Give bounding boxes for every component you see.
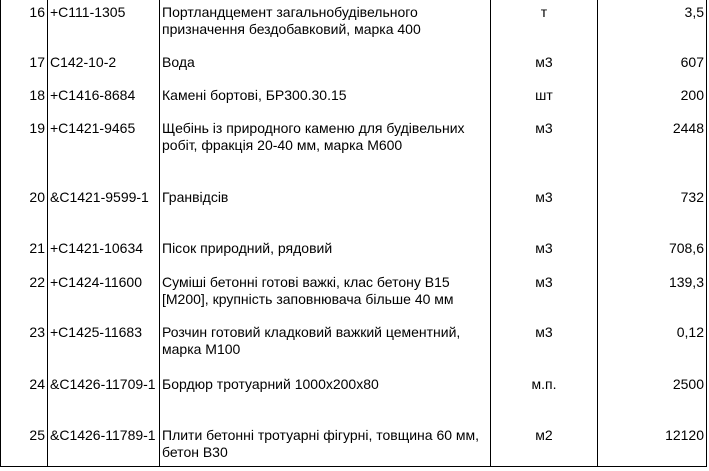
quantity: 200 — [598, 81, 707, 114]
table-row — [1, 114, 707, 183]
row-number: 22 — [1, 268, 48, 318]
unit-of-measure: м.п. — [491, 370, 598, 421]
resource-name: Щебінь із природного каменю для будівельних робіт, фракція 20-40 мм, марка М600 — [160, 114, 491, 183]
unit-of-measure: шт — [491, 81, 598, 114]
row-number: 20 — [1, 183, 48, 234]
resource-name: Пісок природний, рядовий — [160, 234, 491, 268]
resource-name: Портландцемент загальнобудівельного призначення бездобавковий, марка 400 — [160, 0, 491, 48]
resource-name: Суміші бетонні готові важкі, клас бетону В15 [М200], крупність заповнювача більше 40 мм — [160, 268, 491, 318]
resource-code: +С1416-8684 — [48, 81, 160, 114]
row-number: 23 — [1, 318, 48, 370]
resource-name: Вода — [160, 48, 491, 81]
resource-code: +С111-1305 — [48, 0, 160, 48]
unit-of-measure: м3 — [491, 234, 598, 268]
resource-name: Бордюр тротуарний 1000х200х80 — [160, 370, 491, 421]
resource-code: &С1421-9599-1 — [48, 183, 160, 234]
table-row — [1, 81, 707, 114]
row-number: 25 — [1, 421, 48, 466]
table-row — [1, 318, 707, 370]
resource-code: +С1421-9465 — [48, 114, 160, 183]
row-number: 21 — [1, 234, 48, 268]
table-row — [1, 0, 707, 48]
quantity: 0,12 — [598, 318, 707, 370]
table-row — [1, 268, 707, 318]
resource-code: &С1426-11789-1 — [48, 421, 160, 466]
resource-code: С142-10-2 — [48, 48, 160, 81]
table-row — [1, 370, 707, 421]
resource-name: Гранвідсів — [160, 183, 491, 234]
quantity: 732 — [598, 183, 707, 234]
resource-code: &С1426-11709-1 — [48, 370, 160, 421]
row-number: 19 — [1, 114, 48, 183]
quantity: 12120 — [598, 421, 707, 466]
row-number: 17 — [1, 48, 48, 81]
quantity: 3,5 — [598, 0, 707, 48]
quantity: 708,6 — [598, 234, 707, 268]
quantity: 2448 — [598, 114, 707, 183]
resource-name: Камені бортові, БР300.30.15 — [160, 81, 491, 114]
unit-of-measure: т — [491, 0, 598, 48]
table-row — [1, 234, 707, 268]
row-number: 18 — [1, 81, 48, 114]
resource-code: +С1421-10634 — [48, 234, 160, 268]
table-row — [1, 421, 707, 466]
resource-code: +С1425-11683 — [48, 318, 160, 370]
unit-of-measure: м3 — [491, 268, 598, 318]
unit-of-measure: м3 — [491, 318, 598, 370]
unit-of-measure: м3 — [491, 48, 598, 81]
quantity: 2500 — [598, 370, 707, 421]
row-number: 24 — [1, 370, 48, 421]
table-row — [1, 183, 707, 234]
resource-name: Розчин готовий кладковий важкий цементний, марка М100 — [160, 318, 491, 370]
quantity: 607 — [598, 48, 707, 81]
unit-of-measure: м3 — [491, 114, 598, 183]
resource-name: Плити бетонні тротуарні фігурні, товщина 60 мм, бетон В30 — [160, 421, 491, 466]
unit-of-measure: м3 — [491, 183, 598, 234]
resource-code: +С1424-11600 — [48, 268, 160, 318]
row-number: 16 — [1, 0, 48, 48]
table-row — [1, 48, 707, 81]
unit-of-measure: м2 — [491, 421, 598, 466]
quantity: 139,3 — [598, 268, 707, 318]
